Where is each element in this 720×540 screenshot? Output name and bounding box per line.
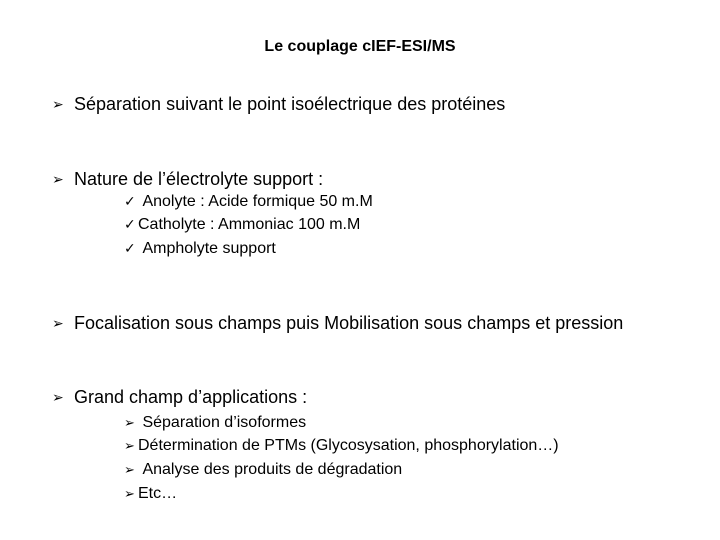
sub-item-text: Anolyte : Acide formique 50 m.M [142,193,373,210]
check-icon: ✓ [124,241,136,257]
bullet-text: Séparation suivant le point isoélectrique des protéines [74,94,506,114]
sub-item-text: Catholyte : Ammoniac 100 m.M [138,216,361,233]
sub-item [124,436,559,457]
arrow-bullet-icon: ➢ [124,463,135,478]
bullet-text: Grand champ d’applications : [74,387,308,407]
arrow-bullet-icon: ➢ [52,172,64,188]
arrow-bullet-icon: ➢ [52,97,64,113]
arrow-bullet-icon: ➢ [52,390,64,406]
bullet-item [52,93,505,116]
bullet-item [52,312,623,335]
check-icon: ✓ [124,217,136,233]
bullet-item [52,386,307,409]
sub-item [124,484,177,505]
sub-item-text: Séparation d’isoformes [142,414,307,431]
sub-item-text: Ampholyte support [142,240,276,257]
sub-item [124,413,306,434]
sub-item [124,239,276,259]
sub-item-text: Etc… [138,485,178,502]
slide-title: Le couplage cIEF-ESI/MS [264,38,456,55]
arrow-bullet-icon: ➢ [124,439,135,454]
sub-item-text: Analyse des produits de dégradation [142,461,403,478]
arrow-bullet-icon: ➢ [124,416,135,431]
bullet-text: Nature de l’électrolyte support : [74,169,324,189]
sub-item [124,215,360,235]
sub-item [124,192,373,212]
sub-item [124,460,402,481]
sub-item-text: Détermination de PTMs (Glycosysation, phosphorylation…) [138,437,559,454]
bullet-item [52,168,323,191]
check-icon: ✓ [124,194,136,210]
arrow-bullet-icon: ➢ [124,487,135,502]
arrow-bullet-icon: ➢ [52,316,64,332]
bullet-text: Focalisation sous champs puis Mobilisation sous champs et pression [74,313,624,333]
